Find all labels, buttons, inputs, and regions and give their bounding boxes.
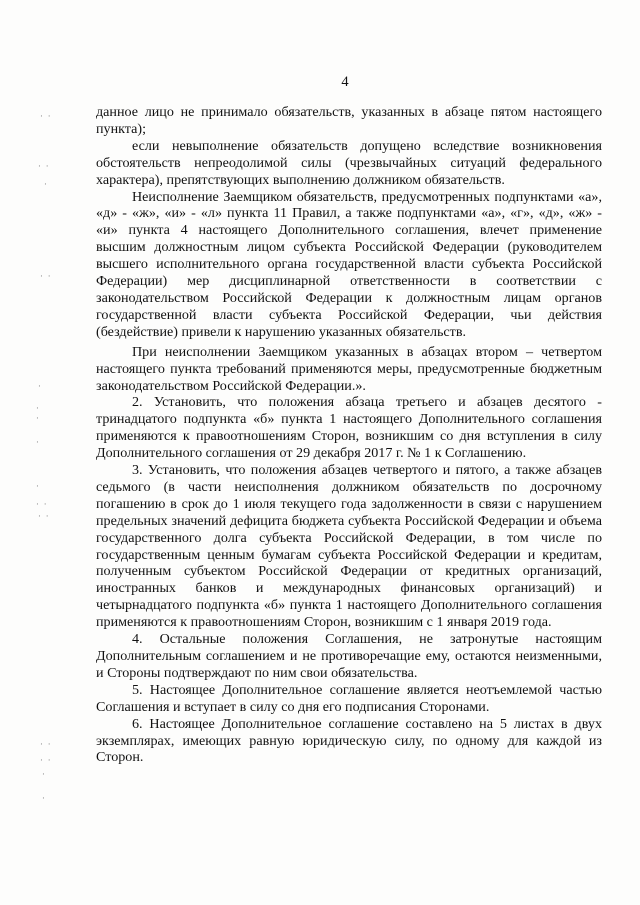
scan-margin-artifacts: · · · · · · · · · · · · · · · · · · · · · · xyxy=(36,112,52,804)
document-body xyxy=(96,104,602,766)
paragraph: если невыполнение обязательств допущено вследствие возникновения обстоятельств непреодолимой силы (чрезвычайных ситуаций федерального характера), препятствующих выполнению должником обязательств. xyxy=(96,137,602,188)
paragraph: 2. Установить, что положения абзаца третьего и абзацев десятого - тринадцатого подпункта «б» пункта 1 настоящего Дополнительного соглашения применяются к правоотношениям Сторон, возникшим со дня вступления в силу Дополнительного соглашения от 29 декабря 2017 г. № 1 к Соглашению. xyxy=(96,394,602,462)
paragraph: При неисполнении Заемщиком указанных в абзацах втором – четвертом настоящего пункта требований применяются меры, предусмотренные бюджетным законодательством Российской Федерации.». xyxy=(96,343,602,394)
paragraph: данное лицо не принимало обязательств, указанных в абзаце пятом настоящего пункта); xyxy=(96,104,602,137)
paragraph: 5. Настоящее Дополнительное соглашение является неотъемлемой частью Соглашения и вступает в силу со дня его подписания Сторонами. xyxy=(96,681,602,715)
paragraph: 4. Остальные положения Соглашения, не затронутые настоящим Дополнительным соглашением и не противоречащие ему, остаются неизменными, и Стороны подтверждают по ним свои обязательства. xyxy=(96,631,602,681)
paragraph: Неисполнение Заемщиком обязательств, предусмотренных подпунктами «а», «д» - «ж», «и» - «л» пункта 11 Правил, а также подпунктами «а», «г», «д», «ж» - «и» пункта 4 настоящего Дополнительного соглашения, влечет применение высшим должностным лицом субъекта Российской Федерации (руководителем высшего исполнительного органа государственной власти субъекта Российской Федерации) мер дисциплинарной ответственности в соответствии с законодательством Российской Федерации к должностным лицам органов государственной власти субъекта Российской Федерации, чьи действия (бездействие) привели к нарушению указанных обязательств. xyxy=(96,188,602,340)
page-number: 4 xyxy=(341,74,349,90)
paragraph: 3. Установить, что положения абзацев четвертого и пятого, а также абзацев седьмого (в части неисполнения должником обязательств по досрочному погашению в срок до 1 июля текущего года задолженности в связи с нарушением предельных значений дефицита бюджета субъекта Российской Федерации и объема государственного долга субъекта Российской Федерации, в том числе по государственным ценным бумагам субъекта Российской Федерации и кредитам, полученным субъектом Российской Федерации от кредитных организаций, иностранных банков и международных финансовых организаций) и четырнадцатого подпункта «б» пункта 1 настоящего Дополнительного соглашения применяются к правоотношениям Сторон, возникшим с 1 января 2019 года. xyxy=(96,462,602,631)
paragraph: 6. Настоящее Дополнительное соглашение составлено на 5 листах в двух экземплярах, имеющих равную юридическую силу, по одному для каждой из Сторон. xyxy=(96,715,602,766)
